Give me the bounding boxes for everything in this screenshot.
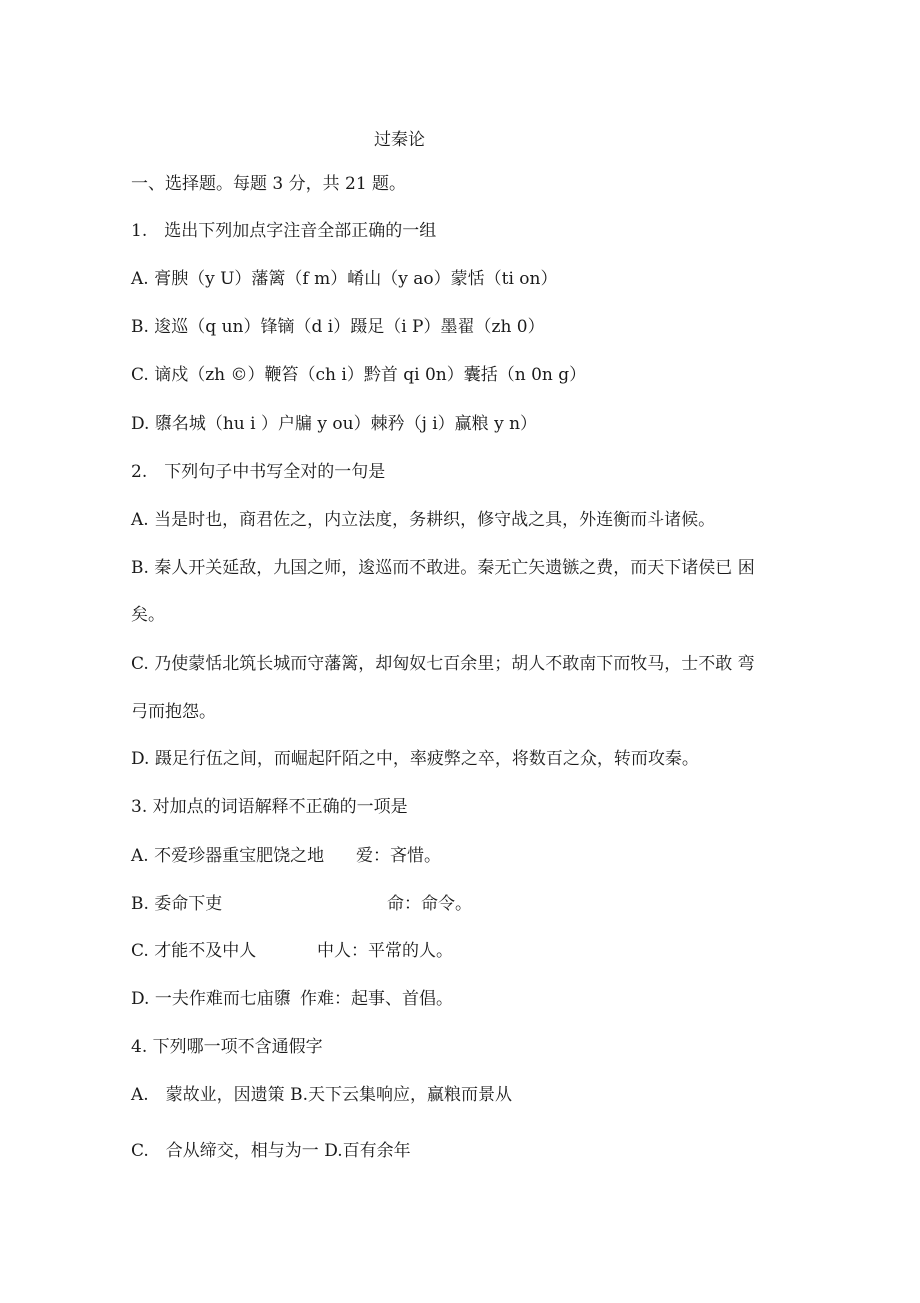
section-heading: 一、选择题。每题 3 分，共 21 题。 [131, 174, 407, 194]
question-1-option-d: D. 隳名城（hu i ）户牖 y ou）棘矜（j i）赢粮 y n） [131, 414, 538, 434]
question-2-option-a: A. 当是时也，商君佐之，内立法度，务耕织，修守战之具，外连衡而斗诸候。 [131, 510, 716, 530]
question-3-option-a-gloss: 爱：吝惜。 [356, 846, 441, 866]
question-2-option-b-line2: 矣。 [131, 605, 165, 625]
question-1-option-a: A. 膏腴（y U）藩篱（f m）崤山（y ao）蒙恬（ti on） [131, 269, 558, 289]
question-4-options-ab: A. 蒙故业，因遗策 B.天下云集响应，赢粮而景从 [131, 1085, 512, 1105]
question-3-stem: 3. 对加点的词语解释不正确的一项是 [131, 797, 408, 817]
question-2-option-d: D. 蹑足行伍之间，而崛起阡陌之中，率疲弊之卒，将数百之众，转而攻秦。 [131, 749, 699, 769]
question-2-option-c-line1: C. 乃使蒙恬北筑长城而守藩篱，却匈奴七百余里；胡人不敢南下而牧马，士不敢 弯 [131, 654, 755, 674]
question-3-option-a-phrase: A. 不爱珍器重宝肥饶之地 [131, 846, 325, 866]
page-title: 过秦论 [374, 130, 425, 150]
question-3-option-b-phrase: B. 委命下吏 [131, 894, 223, 914]
question-3-option-c-phrase: C. 才能不及中人 [131, 941, 257, 961]
question-4-options-cd: C. 合从缔交，相与为一 D.百有余年 [131, 1141, 411, 1161]
question-4-stem: 4. 下列哪一项不含通假字 [131, 1037, 323, 1057]
question-1-stem: 1. 选出下列加点字注音全部正确的一组 [131, 221, 437, 241]
question-2-stem: 2. 下列句子中书写全对的一句是 [131, 462, 386, 482]
question-3-option-d-gloss: 作难：起事、首倡。 [300, 989, 453, 1009]
question-1-option-b: B. 逡巡（q un）锋镝（d i）蹑足（i P）墨翟（zh 0） [131, 317, 545, 337]
question-3-option-b-gloss: 命：命令。 [387, 894, 472, 914]
question-2-option-b-line1: B. 秦人开关延敌，九国之师，逡巡而不敢进。秦无亡矢遗镞之费，而天下诸侯已 困 [131, 558, 755, 578]
question-3-option-d-phrase: D. 一夫作难而七庙隳 [131, 989, 291, 1009]
question-3-option-c-gloss: 中人：平常的人。 [317, 941, 453, 961]
question-1-option-c: C. 谪戍（zh ©）鞭笞（ch i）黔首 qi 0n）囊括（n 0n g） [131, 365, 587, 385]
question-2-option-c-line2: 弓而抱怨。 [131, 702, 216, 722]
